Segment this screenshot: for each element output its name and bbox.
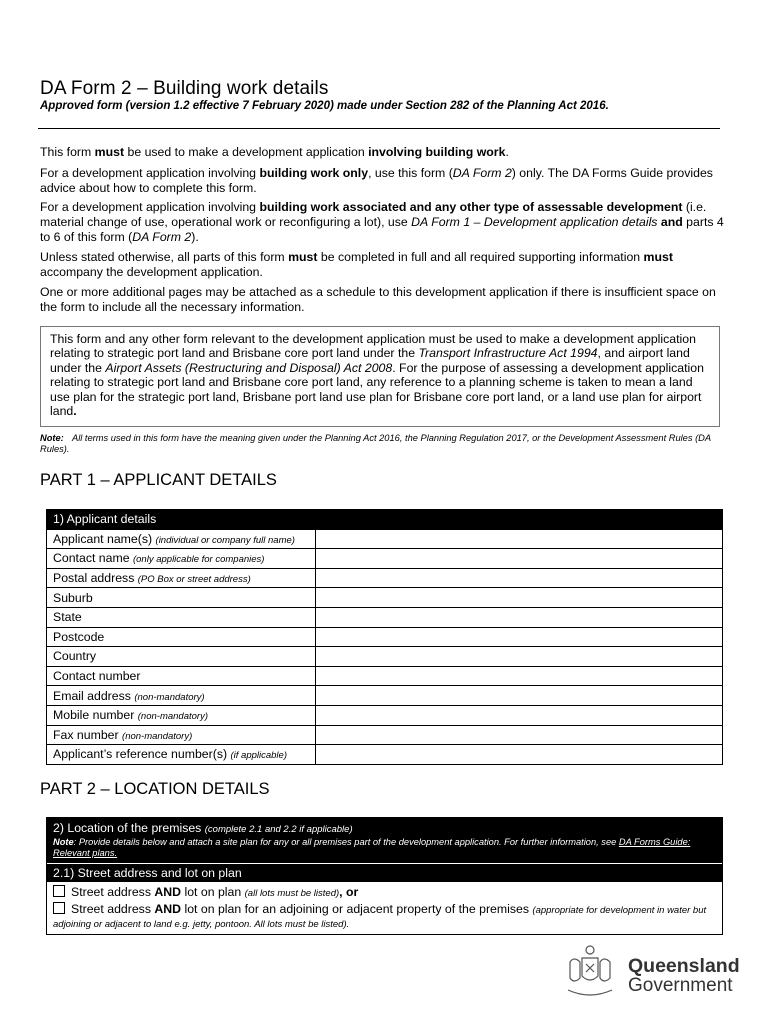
table-row [47,529,723,549]
field-input[interactable] [316,705,723,725]
applicant-details-table [46,509,723,765]
intro-paragraph-5: One or more additional pages may be attached as a schedule to this development application if there is insufficient space on the form to include all the necessary information. [40,285,716,314]
field-label: Email address (non-mandatory) [47,686,316,706]
field-input[interactable] [316,725,723,745]
option-adjoining-property[interactable]: Street address AND lot on plan for an adjoining or adjacent property of the premises (appropriate for development in water but adjoining or adjacent to land e.g. jetty, pontoon. All lots must be listed). [53,902,707,930]
field-label: Contact name (only applicable for companies) [47,549,316,569]
location-header: 2) Location of the premises (complete 2.1 and 2.2 if applicable) Note: Provide details below and attach a site plan for any or all premises part of the development application. For further information, see DA Forms Guide: Relevant plans. [47,818,722,863]
page-title: DA Form 2 – Building work details [40,78,329,99]
field-label: Applicant name(s) (individual or company full name) [47,529,316,549]
intro-paragraph-1: This form must be used to make a development application involving building work. [40,145,509,159]
field-input[interactable] [316,549,723,569]
field-label: Contact number [47,666,316,686]
field-input[interactable] [316,647,723,667]
title-divider [38,128,720,129]
field-input[interactable] [316,607,723,627]
table-row [47,725,723,745]
intro-paragraph-3: For a development application involving building work associated and any other type of assessable development (i.e. material change of use, operational work or reconfiguring a lot), use DA Form 1 – Development application details and parts 4 to 6 of this form (DA Form 2). [40,200,724,244]
note-label: Note: [40,433,64,443]
field-input[interactable] [316,568,723,588]
field-label: Postcode [47,627,316,647]
field-label: State [47,607,316,627]
table-row [47,745,723,765]
field-label: Suburb [47,588,316,608]
field-input[interactable] [316,745,723,765]
guide-link[interactable]: DA Forms Guide: Relevant plans. [53,837,691,858]
field-label: Country [47,647,316,667]
table-row [47,568,723,588]
street-address-subheader: 2.1) Street address and lot on plan [47,863,722,882]
part-1-heading: PART 1 – APPLICANT DETAILS [40,471,277,489]
table-row [47,549,723,569]
location-note: Note: Provide details below and attach a site plan for any or all premises part of the development application. For further information, see DA Forms Guide: Relevant plans. [53,837,691,858]
field-input[interactable] [316,686,723,706]
coat-of-arms-icon [568,946,612,995]
table-row [47,666,723,686]
location-section [46,817,723,935]
part-2-heading: PART 2 – LOCATION DETAILS [40,780,270,798]
field-label: Postal address (PO Box or street address) [47,568,316,588]
option-street-address-lot[interactable]: Street address AND lot on plan (all lots must be listed), or [47,882,722,901]
field-input[interactable] [316,529,723,549]
table-row [47,647,723,667]
field-input[interactable] [316,627,723,647]
intro-paragraph-2: For a development application involving building work only, use this form (DA Form 2) only. The DA Forms Guide provides advice about how to complete this form. [40,166,713,195]
logo-text-government: Government [628,975,733,996]
terms-note: Note: All terms used in this form have the meaning given under the Planning Act 2016, the Planning Regulation 2017, or the Development Assessment Rules (DA Rules). [40,433,711,454]
intro-paragraph-4: Unless stated otherwise, all parts of this form must be completed in full and all required supporting information must accompany the development application. [40,250,673,279]
table-row [47,705,723,725]
table-row [47,686,723,706]
field-label: Fax number (non-mandatory) [47,725,316,745]
field-label: Applicant’s reference number(s) (if applicable) [47,745,316,765]
table-row [47,607,723,627]
field-input[interactable] [316,666,723,686]
port-land-notice: This form and any other form relevant to the development application must be used to make a development application relating to strategic port land and Brisbane core port land under the Transport Infrastructure Act 1994, and airport land under the Airport Assets (Restructuring and Disposal) Act 2008. For the purpose of assessing a development application relating to strategic port land and Brisbane core port land, any reference to a planning scheme is taken to mean a land use plan for the strategic port land, Brisbane port land use plan for Brisbane core port land, or a land use plan for airport land. [40,326,720,427]
field-input[interactable] [316,588,723,608]
table-header-label: 1) Applicant details [47,510,723,530]
table-row [47,627,723,647]
checkbox[interactable] [53,885,65,897]
table-row [47,588,723,608]
table-header [47,510,723,530]
field-label: Mobile number (non-mandatory) [47,705,316,725]
checkbox[interactable] [53,902,65,914]
logo-text-queensland: Queensland [628,955,740,977]
page-subtitle: Approved form (version 1.2 effective 7 February 2020) made under Section 282 of the Planning Act 2016. [40,100,609,112]
